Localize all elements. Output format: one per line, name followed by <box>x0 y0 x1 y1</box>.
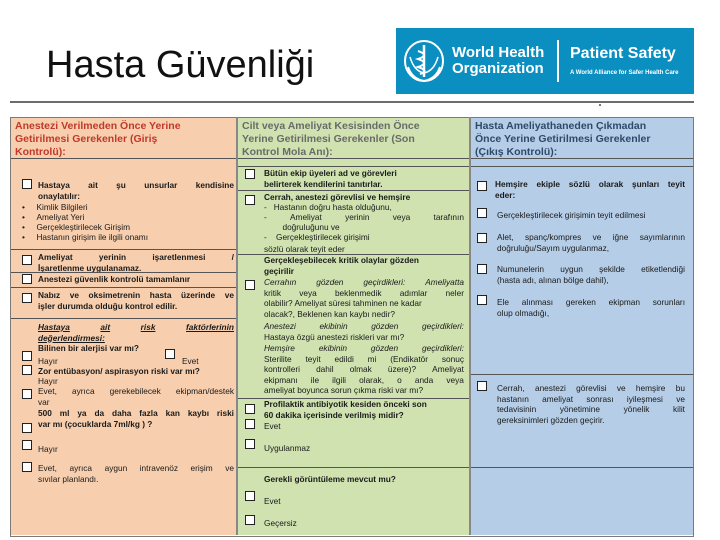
antibiotic-yes-checkbox[interactable] <box>245 419 255 429</box>
item-line: Numunelerin uygun şekilde etiketlendiği <box>497 264 685 274</box>
identity-checkbox[interactable] <box>22 179 32 189</box>
header-line: Kontrolü): <box>15 146 66 158</box>
row-divider <box>10 249 237 250</box>
time-out-column <box>237 117 470 535</box>
item-line: Hemşire ekiple sözlü olarak şunları teyit <box>495 179 685 189</box>
critical-events-checkbox[interactable] <box>245 280 255 290</box>
item-line: (hasta adı, alınan bölge dahil), <box>497 274 609 285</box>
time-out-header <box>237 117 470 158</box>
antibiotic-na-checkbox[interactable] <box>245 439 255 449</box>
sign-out-column <box>470 117 694 535</box>
risk-assessment-item <box>38 322 234 354</box>
site-marking-item <box>38 252 234 273</box>
item-line: belirterek kendilerini tanıtırlar. <box>264 178 383 189</box>
blood-loss-no-checkbox[interactable] <box>22 440 32 450</box>
item-line: var <box>38 396 50 407</box>
column-divider <box>469 117 471 535</box>
item-line: var mı (çocuklarda 7ml/kg ) ? <box>38 418 153 429</box>
item-line: olup olmadığı, <box>497 307 550 318</box>
recovery-item <box>497 383 685 425</box>
list-item: - Ameliyat yerinin veya tarafının <box>264 212 464 222</box>
org-line-2: Organization <box>452 60 544 77</box>
count-checkbox[interactable] <box>477 233 487 243</box>
header-line: Yerine Getirilmesi Gerekenler (Son <box>242 133 415 145</box>
column-divider <box>236 117 238 535</box>
item-line: 500 ml ya da daha fazla kan kaybı riski <box>38 408 234 418</box>
list-item: • Gerçekleştirilecek Girişim <box>22 222 131 232</box>
item-line: Hemşire ekibinin gözden geçirdikleri: <box>264 343 464 353</box>
item-line: değerlendirmesi: <box>38 332 105 343</box>
verbal-confirm-item: Cerrah, anestezi görevlisi ve hemşire <box>264 192 411 202</box>
specimen-item <box>497 264 685 285</box>
airway-question: Zor entübasyon/ aspirasyon riski var mı? <box>38 366 200 376</box>
anesthesia-check-item: Anestezi güvenlik kontrolü tamamlanır <box>38 274 191 284</box>
item-line: Ameliyat yerinin işaretlenmesi / <box>38 252 234 262</box>
recovery-checkbox[interactable] <box>477 381 487 391</box>
header-line: Getirilmesi Gerekenler (Giriş <box>15 133 158 145</box>
nurse-confirm-checkbox[interactable] <box>477 181 487 191</box>
equipment-item <box>497 297 685 318</box>
item-line: ekipmanı ile ilgili olarak, o anda veya <box>264 374 464 385</box>
verbal-confirm-checkbox[interactable] <box>245 195 255 205</box>
item-line: Nabız ve oksimetrenin hasta üzerinde ve <box>38 290 234 300</box>
row-divider <box>470 158 694 159</box>
item-line: olabilir? Ameliyat süresi tahminen ne kadar <box>264 298 422 308</box>
site-marking-checkbox[interactable] <box>22 255 32 265</box>
row-divider <box>10 287 237 288</box>
imaging-na-checkbox[interactable] <box>245 515 255 525</box>
who-patient-safety-logo <box>396 28 694 94</box>
item-line: Bilinen bir alerjisi var mı? <box>38 343 139 353</box>
blood-loss-question <box>38 408 234 429</box>
antibiotic-checkbox[interactable] <box>245 404 255 414</box>
page-title: Hasta Güvenliği <box>46 44 315 86</box>
header-line: Anestezi Verilmeden Önce Yerine <box>15 120 181 132</box>
blood-loss-no-label: Hayır <box>38 444 58 454</box>
row-divider <box>10 272 237 273</box>
allergy-yes-checkbox[interactable] <box>165 349 175 359</box>
item-line: 60 dakika içerisinde verilmiş midir? <box>264 409 404 420</box>
item-line: ameliyat boyunca sorun çıkma riski var mı? <box>264 385 424 395</box>
equipment-checkbox[interactable] <box>477 295 487 305</box>
antibiotic-item <box>264 399 464 420</box>
item-line: olacak?, Beklenen kan kaybı nedir? <box>264 308 395 319</box>
item-line: sıvılar planlandı. <box>38 473 99 484</box>
allergy-no-checkbox[interactable] <box>22 351 32 361</box>
item-line: eder: <box>495 189 516 200</box>
airway-yes-checkbox[interactable] <box>22 389 32 399</box>
header-line: Cilt veya Ameliyat Kesisinden Önce <box>242 120 420 132</box>
imaging-item: Gerekli görüntüleme mevcut mu? <box>264 474 396 484</box>
specimen-checkbox[interactable] <box>477 264 487 274</box>
item-line: Evet, ayrıca aygun intravenöz erişim ve <box>38 463 234 473</box>
sign-out-header <box>470 117 694 158</box>
row-divider <box>237 166 470 167</box>
item-line: kritik veya beklenmedik adımlar neler <box>264 287 464 298</box>
team-intro-checkbox[interactable] <box>245 169 255 179</box>
antibiotic-yes-label: Evet <box>264 421 281 431</box>
logo-separator <box>557 40 559 82</box>
surgeon-review <box>264 277 464 319</box>
header-line: Önce Yerine Getirilmesi Gerekenler <box>475 133 651 145</box>
verbal-confirm-end: sözlü olarak teyit eder <box>264 244 345 254</box>
airway-yes-label <box>38 386 234 407</box>
divider-tick <box>599 104 601 106</box>
nursing-review <box>264 343 464 396</box>
item-line: İşaretlenme uygulanamaz. <box>38 262 142 273</box>
sign-in-column <box>10 117 237 535</box>
org-line-1: World Health <box>452 44 545 61</box>
oximeter-item <box>38 290 234 311</box>
item-line: geçirilir <box>264 265 294 276</box>
list-item: • Hastanın girişim ile ilgili onamı <box>22 232 149 242</box>
list-item: • Ameliyat Yeri <box>22 212 85 222</box>
item-line: işler durumda olduğu kontrol edilir. <box>38 300 178 311</box>
procedure-name-item: Gerçekleştirilecek girişimin teyit edilmesi <box>497 210 646 220</box>
anesthesia-review <box>264 321 464 342</box>
team-intro-item <box>264 168 464 189</box>
identity-item <box>38 180 234 201</box>
title-divider <box>10 101 694 103</box>
list-item: - Gerçekleştirilecek girişimi <box>264 232 370 242</box>
row-divider <box>470 374 694 375</box>
item-line: hastanın ameliyat sonrası iyileşmesi ve <box>497 393 685 404</box>
allergy-yes-label: Evet <box>182 356 199 366</box>
item-line: onaylatılır: <box>38 190 80 201</box>
item-line: Hastaya ait şu unsurlar kendisine <box>38 180 234 190</box>
row-divider <box>470 166 694 167</box>
blood-loss-yes-checkbox[interactable] <box>22 462 32 472</box>
sign-in-header <box>10 117 237 158</box>
airway-no-label: Hayır <box>38 376 58 386</box>
list-item: - Hastanın doğru hasta olduğunu, <box>264 202 392 212</box>
imaging-yes-checkbox[interactable] <box>245 491 255 501</box>
program-name: Patient Safety <box>570 45 676 62</box>
antibiotic-na-label: Uygulanmaz <box>264 443 311 453</box>
item-line: Hastaya özgü anestezi riskleri var mı? <box>264 331 405 342</box>
item-line: Cerrah, anestezi görevlisi ve hemşire bu <box>497 383 685 393</box>
program-tagline: A World Alliance for Safer Health Care <box>570 70 679 76</box>
identity-list <box>22 202 148 242</box>
row-divider <box>470 467 694 468</box>
item-line: Alet, spanç/kompres ve iğne sayımlarının <box>497 232 685 242</box>
count-item <box>497 232 685 253</box>
allergy-no-label: Hayır <box>38 356 58 366</box>
item-line: Cerrahın gözden geçirdikleri: Ameliyatta <box>264 277 464 287</box>
blood-loss-checkbox[interactable] <box>22 423 32 433</box>
item-line: Profilaktik antibiyotik kesiden önceki son <box>264 399 427 409</box>
who-emblem-icon <box>402 37 446 85</box>
row-divider <box>237 158 470 159</box>
item-line: Sterilite teyit edildi mi (Endikatör sonuç <box>264 353 464 364</box>
blood-loss-yes-label <box>38 463 234 484</box>
imaging-na-label: Geçersiz <box>264 518 297 528</box>
header-line: Hasta Ameliyathaneden Çıkmadan <box>475 120 647 132</box>
item-line: tedavisinin yönetimine yönelik kilit <box>497 404 685 414</box>
procedure-name-checkbox[interactable] <box>477 208 487 218</box>
anesthesia-check-checkbox[interactable] <box>22 274 32 284</box>
item-line: Anestezi ekibinin gözden geçirdikleri: <box>264 321 464 331</box>
header-line: Kontrol Mola Anı): <box>242 146 333 158</box>
list-item: • Kimlik Bilgileri <box>22 202 88 212</box>
row-divider <box>10 318 237 319</box>
who-org-name <box>452 45 544 77</box>
header-line: (Çıkış Kontrolü): <box>475 146 558 158</box>
item-line: Bütün ekip üyeleri ad ve görevleri <box>264 168 397 178</box>
item-line: Ele alınması gereken ekipman sorunları <box>497 297 685 307</box>
item-line: Hastaya ait risk faktörlerinin <box>38 322 234 332</box>
item-line: Gerçekleşebilecek kritik olaylar gözden <box>264 255 419 265</box>
item-line: kontrolleri dahil olmak üzere)? Ameliyat <box>264 364 464 374</box>
imaging-yes-label: Evet <box>264 496 281 506</box>
nurse-confirm-item <box>495 179 685 200</box>
verbal-confirm-list <box>264 202 464 242</box>
row-divider <box>237 467 470 468</box>
row-divider <box>10 158 237 159</box>
critical-events-item <box>264 255 464 276</box>
item-line: gereksinimleri gözden geçirir. <box>497 414 605 425</box>
item-line: doğruluğu/Sayım uygulanmaz, <box>497 242 610 253</box>
row-divider <box>237 190 470 191</box>
oximeter-checkbox[interactable] <box>22 293 32 303</box>
item-line: Evet, ayrıca gerekebilecek ekipman/destek <box>38 386 234 396</box>
list-item: doğruluğunu ve <box>282 222 340 232</box>
airway-checkbox[interactable] <box>22 365 32 375</box>
